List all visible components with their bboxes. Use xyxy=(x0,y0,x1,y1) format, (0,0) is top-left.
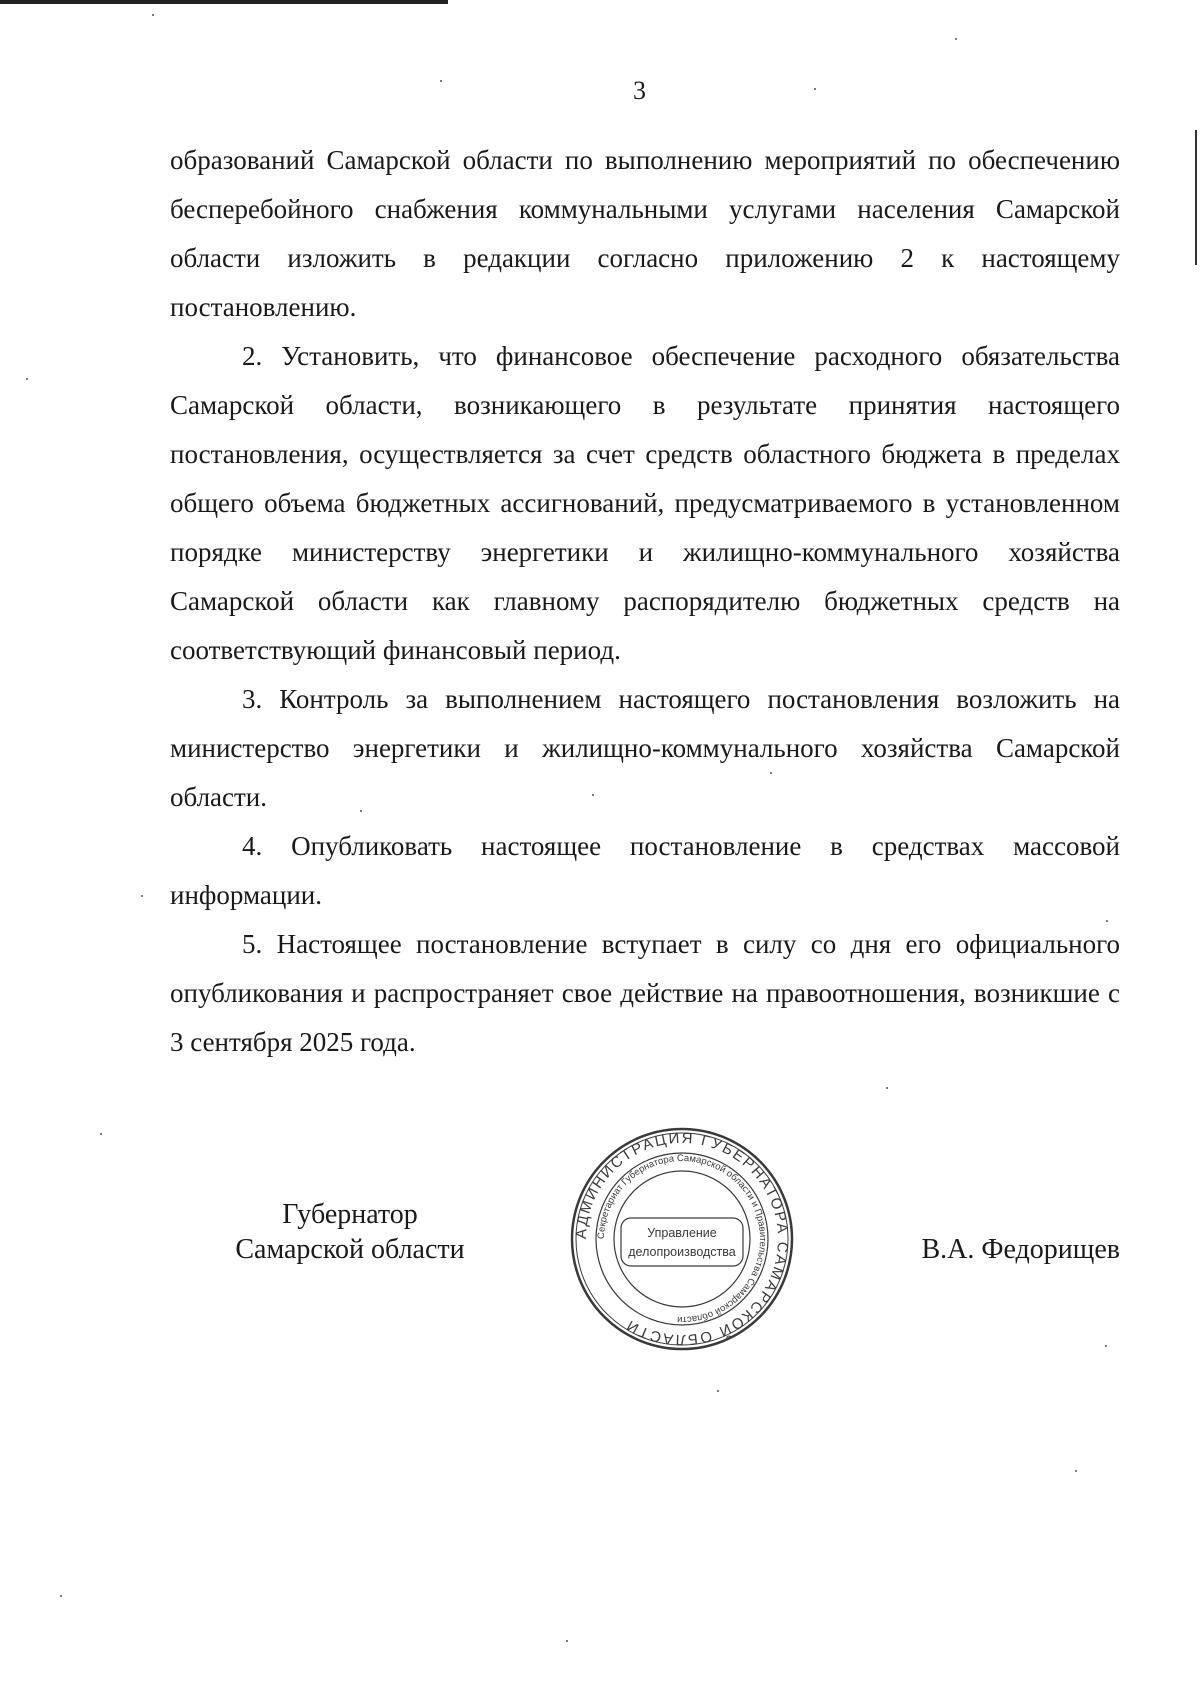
scan-speck xyxy=(1105,1345,1107,1347)
page-number: 3 xyxy=(633,76,646,105)
scan-speck xyxy=(60,1595,62,1597)
signatory-position-line2: Самарской области xyxy=(235,1234,465,1265)
scan-speck xyxy=(955,38,957,40)
scan-speck xyxy=(440,80,442,82)
signatory-name: В.А. Федорищев xyxy=(921,1234,1120,1265)
paragraph-4: 4. Опубликовать настоящее постановление в средствах массовой информации. xyxy=(170,831,1120,910)
seal-center-line1: Управление xyxy=(647,1226,717,1240)
scan-speck xyxy=(886,1087,888,1089)
top-edge-line xyxy=(0,0,448,4)
paragraph-5: 5. Настоящее постановление вступает в силу со дня его официального опубликования и распространяет свое действие на правоотношения, возникшие с 3 сентября 2025 года. xyxy=(170,929,1120,1057)
official-seal xyxy=(569,1126,795,1352)
paragraph-2: 2. Установить, что финансовое обеспечение расходного обязательства Самарской области, возникающего в результате принятия настоящего постановления, осуществляется за счет средств областного бюджета в пределах общего объема бюджетных ассигнований, предусматриваемого в установленном порядке министерству энергетики и жилищно-коммунального хозяйства Самарской области как главному распорядителю бюджетных средств на соответствующий финансовый период. xyxy=(170,341,1120,665)
scan-speck xyxy=(770,772,772,774)
document-body xyxy=(170,136,1120,1067)
scan-speck xyxy=(360,810,362,812)
paragraph-continuation: образований Самарской области по выполнению мероприятий по обеспечению бесперебойного снабжения коммунальными услугами населения Самарской области изложить в редакции согласно приложению 2 к настоящему постановлению. xyxy=(170,145,1120,322)
scan-speck xyxy=(141,895,143,897)
scan-speck xyxy=(1075,1470,1077,1472)
scan-speck xyxy=(26,378,28,380)
seal-graphic xyxy=(569,1126,795,1352)
seal-center-line2: делопроизводства xyxy=(628,1245,736,1259)
scan-speck xyxy=(100,1133,102,1135)
scan-speck xyxy=(152,14,154,16)
signatory-position xyxy=(215,1197,485,1267)
scan-speck xyxy=(566,1640,568,1642)
scan-speck xyxy=(814,88,816,90)
signatory-position-line1: Губернатор xyxy=(282,1199,418,1230)
seal-outer-text: АДМИНИСТРАЦИЯ ГУБЕРНАТОРА САМАРСКОЙ ОБЛАСТИ xyxy=(572,1129,792,1349)
scan-speck xyxy=(1106,920,1108,922)
scan-speck xyxy=(717,1390,719,1392)
right-edge-line xyxy=(1195,130,1197,265)
paragraph-3: 3. Контроль за выполнением настоящего постановления возложить на министерство энергетики и жилищно-коммунального хозяйства Самарской области. xyxy=(170,684,1120,812)
scan-speck xyxy=(592,794,594,796)
seal-inner-text: Секретариат Губернатора Самарской области и Правительства Самарской области xyxy=(595,1152,769,1326)
